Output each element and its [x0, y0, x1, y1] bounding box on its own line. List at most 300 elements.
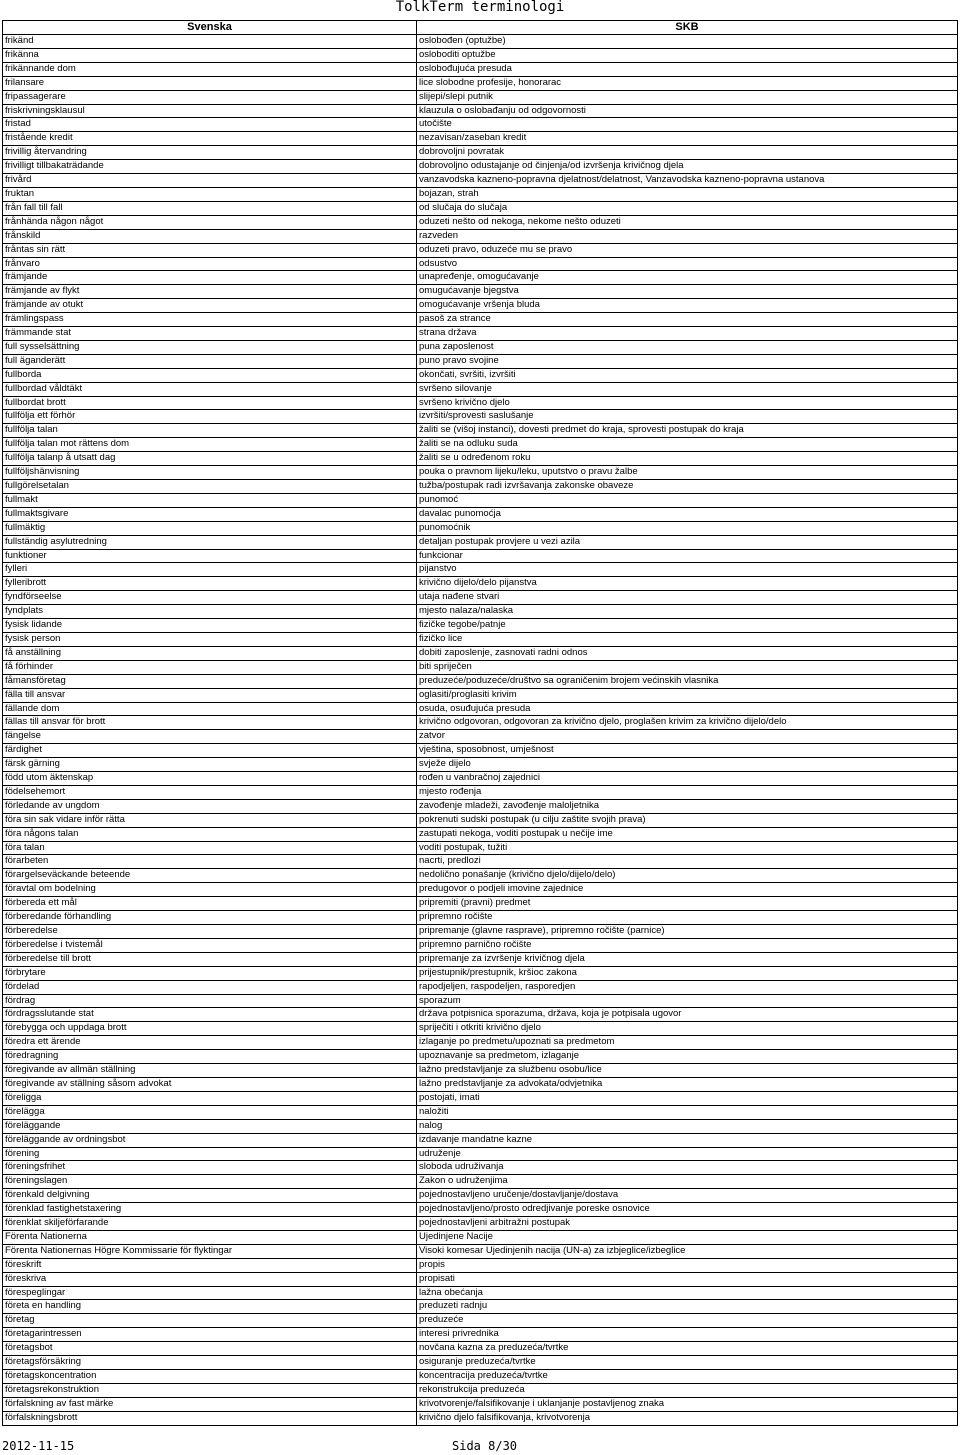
term-svenska: fruktan: [3, 187, 417, 201]
table-row: [3, 1286, 958, 1300]
term-skb: lice slobodne profesije, honorarac: [417, 76, 958, 90]
table-row: [3, 1328, 958, 1342]
term-skb: fizičko lice: [417, 632, 958, 646]
term-svenska: förfalskning av fast märke: [3, 1397, 417, 1411]
term-svenska: fullbordat brott: [3, 396, 417, 410]
term-svenska: främjande: [3, 271, 417, 285]
term-svenska: främjande av flykt: [3, 285, 417, 299]
term-svenska: fullfölja talanp å utsatt dag: [3, 452, 417, 466]
table-body: [3, 35, 958, 1426]
table-row: [3, 744, 958, 758]
term-skb: pripremno ročište: [417, 911, 958, 925]
term-skb: izlaganje po predmetu/upoznati sa predmetom: [417, 1036, 958, 1050]
table-row: [3, 62, 958, 76]
table-header-row: [3, 21, 958, 35]
table-row: [3, 549, 958, 563]
term-skb: lažno predstavljanje za službenu osobu/lice: [417, 1064, 958, 1078]
table-row: [3, 187, 958, 201]
table-row: [3, 1175, 958, 1189]
table-row: [3, 340, 958, 354]
table-row: [3, 327, 958, 341]
term-skb: krivično dijelo/delo pijanstva: [417, 577, 958, 591]
table-row: [3, 368, 958, 382]
table-row: [3, 146, 958, 160]
term-skb: Zakon o udruženjima: [417, 1175, 958, 1189]
table-row: [3, 1300, 958, 1314]
term-skb: oglasiti/proglasiti krivim: [417, 688, 958, 702]
term-svenska: frikännande dom: [3, 62, 417, 76]
table-row: [3, 48, 958, 62]
term-skb: lažna obećanja: [417, 1286, 958, 1300]
term-skb: interesi privrednika: [417, 1328, 958, 1342]
term-svenska: frilansare: [3, 76, 417, 90]
table-row: [3, 994, 958, 1008]
term-skb: dobrovoljno odustajanje od činjenja/od izvršenja krivičnog djela: [417, 160, 958, 174]
table-row: [3, 507, 958, 521]
table-row: [3, 1370, 958, 1384]
table-row: [3, 577, 958, 591]
term-svenska: få anställning: [3, 646, 417, 660]
table-row: [3, 1314, 958, 1328]
term-svenska: fängelse: [3, 730, 417, 744]
table-row: [3, 438, 958, 452]
table-row: [3, 229, 958, 243]
table-row: [3, 1077, 958, 1091]
term-skb: pripremanje za izvršenje krivičnog djela: [417, 952, 958, 966]
table-row: [3, 466, 958, 480]
term-svenska: fristad: [3, 118, 417, 132]
term-skb: propis: [417, 1258, 958, 1272]
table-row: [3, 1091, 958, 1105]
table-row: [3, 855, 958, 869]
table-row: [3, 619, 958, 633]
term-svenska: föredra ett ärende: [3, 1036, 417, 1050]
term-svenska: full sysselsättning: [3, 340, 417, 354]
table-row: [3, 215, 958, 229]
term-skb: rapodjeljen, raspodeljen, rasporedjen: [417, 980, 958, 994]
term-svenska: företagarintressen: [3, 1328, 417, 1342]
term-skb: oduzeti pravo, oduzeće mu se pravo: [417, 243, 958, 257]
term-svenska: friskrivningsklausul: [3, 104, 417, 118]
footer-date: 2012-11-15: [2, 1439, 75, 1453]
term-svenska: fällande dom: [3, 702, 417, 716]
term-svenska: frånhända någon något: [3, 215, 417, 229]
table-row: [3, 605, 958, 619]
term-svenska: fylleri: [3, 563, 417, 577]
table-row: [3, 1258, 958, 1272]
term-svenska: förberedelse till brott: [3, 952, 417, 966]
term-skb: utočište: [417, 118, 958, 132]
term-skb: žaliti se u određenom roku: [417, 452, 958, 466]
term-skb: mjesto rođenja: [417, 785, 958, 799]
table-row: [3, 76, 958, 90]
term-skb: preduzeće/poduzeće/društvo sa ograničenim brojem većinskih vlasnika: [417, 674, 958, 688]
term-svenska: förelägga: [3, 1105, 417, 1119]
term-svenska: frivård: [3, 174, 417, 188]
table-row: [3, 1383, 958, 1397]
term-skb: osloboditi optužbe: [417, 48, 958, 62]
term-skb: preduzeti radnju: [417, 1300, 958, 1314]
table-row: [3, 201, 958, 215]
term-skb: naložiti: [417, 1105, 958, 1119]
term-skb: nezavisan/zaseban kredit: [417, 132, 958, 146]
term-svenska: förenklad fastighetstaxering: [3, 1203, 417, 1217]
table-row: [3, 243, 958, 257]
table-row: [3, 674, 958, 688]
table-row: [3, 160, 958, 174]
term-svenska: föregivande av allmän ställning: [3, 1064, 417, 1078]
term-svenska: full äganderätt: [3, 354, 417, 368]
table-row: [3, 257, 958, 271]
term-svenska: fullfölja talan: [3, 424, 417, 438]
term-svenska: fördragsslutande stat: [3, 1008, 417, 1022]
term-svenska: företa en handling: [3, 1300, 417, 1314]
term-svenska: föregivande av ställning såsom advokat: [3, 1077, 417, 1091]
term-skb: pasoš za strance: [417, 313, 958, 327]
term-skb: osuda, osuđujuća presuda: [417, 702, 958, 716]
term-svenska: förespeglingar: [3, 1286, 417, 1300]
term-skb: utaja nađene stvari: [417, 591, 958, 605]
term-svenska: frånvaro: [3, 257, 417, 271]
term-skb: novčana kazna za preduzeća/tvrtke: [417, 1342, 958, 1356]
table-row: [3, 952, 958, 966]
term-svenska: färdighet: [3, 744, 417, 758]
table-row: [3, 382, 958, 396]
table-row: [3, 1105, 958, 1119]
term-skb: žaliti se na odluku suda: [417, 438, 958, 452]
term-svenska: förargelseväckande beteende: [3, 869, 417, 883]
term-skb: klauzula o oslobađanju od odgovornosti: [417, 104, 958, 118]
table-row: [3, 396, 958, 410]
table-row: [3, 1008, 958, 1022]
footer-page-number: Sida 8/30: [452, 1439, 518, 1453]
table-row: [3, 883, 958, 897]
table-row: [3, 354, 958, 368]
term-svenska: förarbeten: [3, 855, 417, 869]
term-skb: omugućavanje bjegstva: [417, 285, 958, 299]
term-svenska: föravtal om bodelning: [3, 883, 417, 897]
term-svenska: fullmäktig: [3, 521, 417, 535]
term-svenska: funktioner: [3, 549, 417, 563]
term-svenska: fripassagerare: [3, 90, 417, 104]
term-skb: funkcionar: [417, 549, 958, 563]
table-row: [3, 313, 958, 327]
table-row: [3, 911, 958, 925]
column-header-skb: SKB: [417, 21, 958, 35]
term-svenska: främjande av otukt: [3, 299, 417, 313]
term-svenska: fråntas sin rätt: [3, 243, 417, 257]
table-row: [3, 1272, 958, 1286]
term-svenska: fullgörelsetalan: [3, 480, 417, 494]
term-svenska: färsk gärning: [3, 758, 417, 772]
term-svenska: från fall till fall: [3, 201, 417, 215]
term-svenska: föreläggande av ordningsbot: [3, 1133, 417, 1147]
term-svenska: frivilligt tillbakaträdande: [3, 160, 417, 174]
term-skb: postojati, imati: [417, 1091, 958, 1105]
table-row: [3, 1119, 958, 1133]
term-skb: izvršiti/sprovesti saslušanje: [417, 410, 958, 424]
term-svenska: frånskild: [3, 229, 417, 243]
term-svenska: fyndplats: [3, 605, 417, 619]
term-svenska: fristående kredit: [3, 132, 417, 146]
term-svenska: föredragning: [3, 1050, 417, 1064]
term-skb: okončati, svršiti, izvršiti: [417, 368, 958, 382]
table-row: [3, 118, 958, 132]
term-skb: preduzeće: [417, 1314, 958, 1328]
table-row: [3, 1342, 958, 1356]
term-skb: pojednostavljeni arbitražni postupak: [417, 1217, 958, 1231]
term-svenska: frikänd: [3, 35, 417, 49]
column-header-svenska: Svenska: [3, 21, 417, 35]
table-row: [3, 1189, 958, 1203]
table-row: [3, 702, 958, 716]
term-skb: davalac punomoćja: [417, 507, 958, 521]
table-row: [3, 1133, 958, 1147]
term-svenska: förenklat skiljeförfarande: [3, 1217, 417, 1231]
term-svenska: förberedelse: [3, 925, 417, 939]
table-row: [3, 35, 958, 49]
term-svenska: föra någons talan: [3, 827, 417, 841]
table-row: [3, 1397, 958, 1411]
term-skb: upoznavanje sa predmetom, izlaganje: [417, 1050, 958, 1064]
term-svenska: förbereda ett mål: [3, 897, 417, 911]
term-svenska: föreskrift: [3, 1258, 417, 1272]
term-skb: pripremanje (glavne rasprave), pripremno ročište (parnice): [417, 925, 958, 939]
table-row: [3, 1356, 958, 1370]
table-row: [3, 535, 958, 549]
term-svenska: föreligga: [3, 1091, 417, 1105]
table-row: [3, 841, 958, 855]
term-svenska: föreningsfrihet: [3, 1161, 417, 1175]
term-svenska: förening: [3, 1147, 417, 1161]
term-skb: dobiti zaposlenje, zasnovati radni odnos: [417, 646, 958, 660]
term-skb: osiguranje preduzeća/tvrtke: [417, 1356, 958, 1370]
document-title: TolkTerm terminologi: [395, 0, 565, 15]
term-svenska: fullmakt: [3, 493, 417, 507]
term-skb: razveden: [417, 229, 958, 243]
term-skb: strana država: [417, 327, 958, 341]
table-row: [3, 410, 958, 424]
term-svenska: föra talan: [3, 841, 417, 855]
term-skb: bojazan, strah: [417, 187, 958, 201]
term-svenska: fylleribrott: [3, 577, 417, 591]
term-svenska: fullfölja talan mot rättens dom: [3, 438, 417, 452]
table-row: [3, 772, 958, 786]
term-skb: omogućavanje vršenja bluda: [417, 299, 958, 313]
table-row: [3, 480, 958, 494]
table-row: [3, 1244, 958, 1258]
term-svenska: fullständig asylutredning: [3, 535, 417, 549]
term-svenska: Förenta Nationernas Högre Kommissarie för flyktingar: [3, 1244, 417, 1258]
term-svenska: fåmansföretag: [3, 674, 417, 688]
term-skb: tužba/postupak radi izvršavanja zakonske obaveze: [417, 480, 958, 494]
term-skb: pokrenuti sudski postupak (u cilju zaštite svojih prava): [417, 813, 958, 827]
term-svenska: förberedelse i tvistemål: [3, 938, 417, 952]
table-row: [3, 271, 958, 285]
term-svenska: företagsförsäkring: [3, 1356, 417, 1370]
term-svenska: fyndförseelse: [3, 591, 417, 605]
term-skb: unapređenje, omogućavanje: [417, 271, 958, 285]
term-skb: oslobođen (optužbe): [417, 35, 958, 49]
term-svenska: förebygga och uppdaga brott: [3, 1022, 417, 1036]
term-skb: pripremno parnično ročište: [417, 938, 958, 952]
term-skb: svršeno krivično djelo: [417, 396, 958, 410]
term-skb: spriječiti i otkriti krivično djelo: [417, 1022, 958, 1036]
term-svenska: fullfölja ett förhör: [3, 410, 417, 424]
table-row: [3, 660, 958, 674]
term-skb: pouka o pravnom lijeku/leku, uputstvo o pravu žalbe: [417, 466, 958, 480]
table-row: [3, 813, 958, 827]
term-skb: zastupati nekoga, voditi postupak u nečije ime: [417, 827, 958, 841]
table-row: [3, 591, 958, 605]
table-row: [3, 827, 958, 841]
term-svenska: frivillig återvandring: [3, 146, 417, 160]
term-skb: punomoć: [417, 493, 958, 507]
table-row: [3, 938, 958, 952]
table-row: [3, 716, 958, 730]
table-row: [3, 424, 958, 438]
term-skb: sloboda udruživanja: [417, 1161, 958, 1175]
table-row: [3, 452, 958, 466]
term-skb: propisati: [417, 1272, 958, 1286]
term-svenska: föra sin sak vidare inför rätta: [3, 813, 417, 827]
table-row: [3, 1064, 958, 1078]
term-skb: vještina, sposobnost, umješnost: [417, 744, 958, 758]
table-row: [3, 104, 958, 118]
term-svenska: född utom äktenskap: [3, 772, 417, 786]
term-svenska: främlingspass: [3, 313, 417, 327]
term-skb: rođen u vanbračnoj zajednici: [417, 772, 958, 786]
term-svenska: fullföljshänvisning: [3, 466, 417, 480]
term-skb: svršeno silovanje: [417, 382, 958, 396]
table-row: [3, 646, 958, 660]
term-skb: država potpisnica sporazuma, država, koja je potpisala ugovor: [417, 1008, 958, 1022]
term-skb: vanzavodska kazneno-popravna djelatnost/delatnost, Vanzavodska kazneno-popravna ustanova: [417, 174, 958, 188]
term-skb: sporazum: [417, 994, 958, 1008]
table-row: [3, 1411, 958, 1425]
term-svenska: företagsrekonstruktion: [3, 1383, 417, 1397]
table-row: [3, 174, 958, 188]
table-row: [3, 1036, 958, 1050]
term-skb: mjesto nalaza/nalaska: [417, 605, 958, 619]
term-svenska: fullbordad våldtäkt: [3, 382, 417, 396]
table-row: [3, 1050, 958, 1064]
term-svenska: frikänna: [3, 48, 417, 62]
term-svenska: föreskriva: [3, 1272, 417, 1286]
table-row: [3, 966, 958, 980]
term-svenska: fälla till ansvar: [3, 688, 417, 702]
term-svenska: föreningslagen: [3, 1175, 417, 1189]
term-svenska: föreläggande: [3, 1119, 417, 1133]
term-svenska: Förenta Nationerna: [3, 1230, 417, 1244]
table-row: [3, 758, 958, 772]
term-skb: Visoki komesar Ujedinjenih nacija (UN-a) za izbjeglice/izbeglice: [417, 1244, 958, 1258]
term-skb: pijanstvo: [417, 563, 958, 577]
term-skb: detaljan postupak provjere u vezi azila: [417, 535, 958, 549]
term-skb: nalog: [417, 1119, 958, 1133]
term-svenska: förbrytare: [3, 966, 417, 980]
term-skb: krivotvorenje/falsifikovanje i uklanjanje postavljenog znaka: [417, 1397, 958, 1411]
table-row: [3, 980, 958, 994]
term-skb: dobrovoljni povratak: [417, 146, 958, 160]
term-svenska: företag: [3, 1314, 417, 1328]
table-row: [3, 925, 958, 939]
term-skb: pripremiti (pravni) predmet: [417, 897, 958, 911]
table-row: [3, 730, 958, 744]
table-row: [3, 493, 958, 507]
term-skb: žaliti se (višoj instanci), dovesti predmet do kraja, sprovesti postupak do kraja: [417, 424, 958, 438]
term-skb: puno pravo svojine: [417, 354, 958, 368]
term-skb: puna zaposlenost: [417, 340, 958, 354]
term-svenska: fullborda: [3, 368, 417, 382]
term-skb: lažno predstavljanje za advokata/odvjetnika: [417, 1077, 958, 1091]
table-row: [3, 1230, 958, 1244]
term-skb: biti spriječen: [417, 660, 958, 674]
term-skb: nedolično ponašanje (krivično djelo/dijelo/delo): [417, 869, 958, 883]
term-svenska: få förhinder: [3, 660, 417, 674]
term-svenska: främmande stat: [3, 327, 417, 341]
table-row: [3, 1161, 958, 1175]
term-skb: oduzeti nešto od nekoga, nekome nešto oduzeti: [417, 215, 958, 229]
table-row: [3, 1147, 958, 1161]
term-skb: nacrti, predlozi: [417, 855, 958, 869]
term-skb: voditi postupak, tužiti: [417, 841, 958, 855]
term-svenska: företagsbot: [3, 1342, 417, 1356]
term-svenska: födelsehemort: [3, 785, 417, 799]
term-svenska: företagskoncentration: [3, 1370, 417, 1384]
term-svenska: fysisk person: [3, 632, 417, 646]
term-skb: rekonstrukcija preduzeća: [417, 1383, 958, 1397]
table-row: [3, 1217, 958, 1231]
term-skb: punomoćnik: [417, 521, 958, 535]
term-skb: odsustvo: [417, 257, 958, 271]
term-svenska: fullmaktsgivare: [3, 507, 417, 521]
term-skb: izdavanje mandatne kazne: [417, 1133, 958, 1147]
term-svenska: fördelad: [3, 980, 417, 994]
term-skb: krivično odgovoran, odgovoran za krivično djelo, proglašen krivim za krivično dijelo/delo: [417, 716, 958, 730]
term-skb: od slučaja do slučaja: [417, 201, 958, 215]
table-row: [3, 521, 958, 535]
terminology-table: [2, 20, 958, 1426]
term-svenska: fällas till ansvar för brott: [3, 716, 417, 730]
table-row: [3, 632, 958, 646]
term-svenska: förledande av ungdom: [3, 799, 417, 813]
term-skb: fizičke tegobe/patnje: [417, 619, 958, 633]
term-skb: krivično djelo falsifikovanja, krivotvorenja: [417, 1411, 958, 1425]
table-row: [3, 1022, 958, 1036]
table-row: [3, 785, 958, 799]
table-row: [3, 869, 958, 883]
term-skb: oslobođujuća presuda: [417, 62, 958, 76]
term-svenska: fördrag: [3, 994, 417, 1008]
term-skb: predugovor o podjeli imovine zajednice: [417, 883, 958, 897]
term-skb: koncentracija preduzeća/tvrtke: [417, 1370, 958, 1384]
term-svenska: förfalskningsbrott: [3, 1411, 417, 1425]
table-row: [3, 1203, 958, 1217]
term-svenska: fysisk lidande: [3, 619, 417, 633]
term-skb: zatvor: [417, 730, 958, 744]
term-skb: prijestupnik/prestupnik, kršioc zakona: [417, 966, 958, 980]
term-skb: svježe dijelo: [417, 758, 958, 772]
table-row: [3, 688, 958, 702]
term-skb: zavođenje mladeži, zavođenje maloljetnika: [417, 799, 958, 813]
table-row: [3, 563, 958, 577]
table-row: [3, 90, 958, 104]
term-skb: Ujedinjene Nacije: [417, 1230, 958, 1244]
term-skb: udruženje: [417, 1147, 958, 1161]
term-svenska: förenkald delgivning: [3, 1189, 417, 1203]
term-skb: slijepi/slepi putnik: [417, 90, 958, 104]
